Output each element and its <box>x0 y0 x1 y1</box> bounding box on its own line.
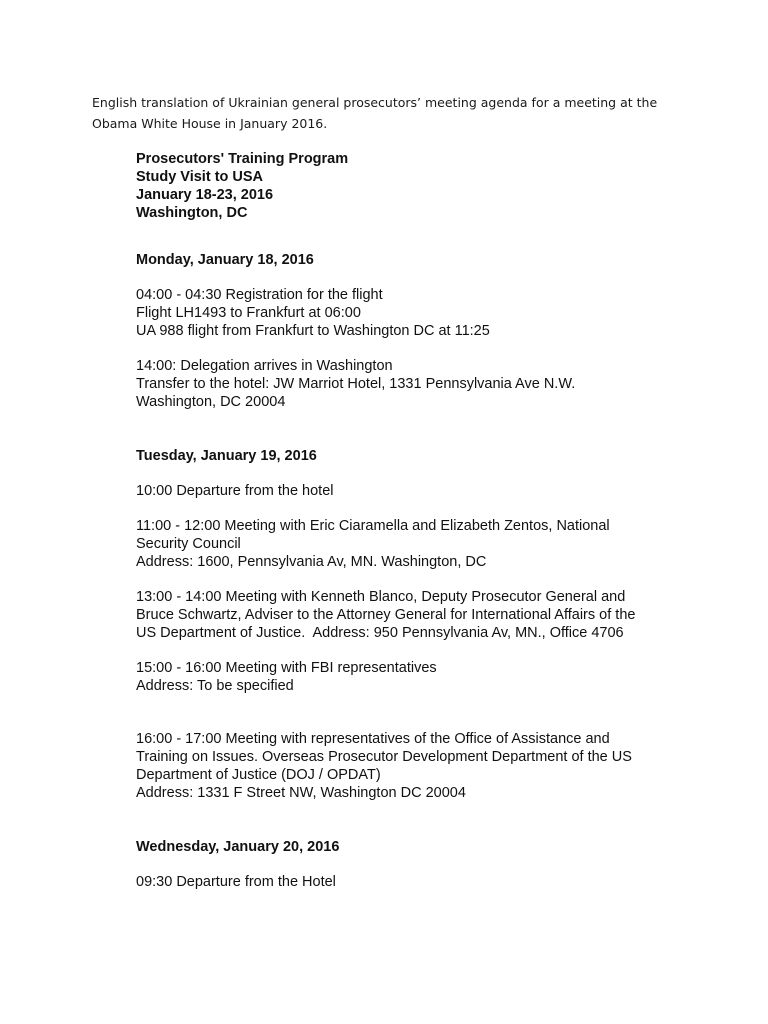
agenda-item <box>136 873 696 891</box>
visit-dates: January 18-23, 2016 <box>136 187 274 203</box>
agenda-line: 16:00 - 17:00 Meeting with representatives of the Office of Assistance and <box>136 731 610 747</box>
agenda-line: Department of Justice (DOJ / OPDAT) <box>136 767 381 783</box>
translation-note <box>92 92 692 134</box>
visit-location: Washington, DC <box>136 205 248 221</box>
agenda-line: Training on Issues. Overseas Prosecutor Development Department of the US <box>136 749 632 765</box>
day-heading: Monday, January 18, 2016 <box>136 252 314 268</box>
program-title: Prosecutors' Training Program <box>136 151 349 167</box>
agenda-line: UA 988 flight from Frankfurt to Washington DC at 11:25 <box>136 323 490 339</box>
agenda-line: 13:00 - 14:00 Meeting with Kenneth Blanco, Deputy Prosecutor General and <box>136 589 626 605</box>
agenda-line: 11:00 - 12:00 Meeting with Eric Ciaramella and Elizabeth Zentos, National <box>136 518 610 534</box>
agenda-item <box>136 482 696 500</box>
agenda-line: Transfer to the hotel: JW Marriot Hotel, 1331 Pennsylvania Ave N.W. <box>136 376 576 392</box>
agenda-line: Address: 1600, Pennsylvania Av, MN. Washington, DC <box>136 554 487 570</box>
visit-title: Study Visit to USA <box>136 169 264 185</box>
day-heading: Wednesday, January 20, 2016 <box>136 839 340 855</box>
agenda-item <box>136 659 696 695</box>
translation-note-line: Obama White House in January 2016. <box>92 116 328 131</box>
agenda-item <box>136 517 696 571</box>
agenda-line: 14:00: Delegation arrives in Washington <box>136 358 393 374</box>
program-heading <box>136 150 696 222</box>
agenda-line: 04:00 - 04:30 Registration for the flight <box>136 287 383 303</box>
agenda-line: Address: To be specified <box>136 678 294 694</box>
agenda <box>136 150 696 891</box>
day-heading: Tuesday, January 19, 2016 <box>136 448 317 464</box>
agenda-line: Washington, DC 20004 <box>136 394 286 410</box>
agenda-item <box>136 357 696 411</box>
agenda-line: Address: 1331 F Street NW, Washington DC 20004 <box>136 785 466 801</box>
agenda-line: US Department of Justice. Address: 950 Pennsylvania Av, MN., Office 4706 <box>136 625 624 641</box>
agenda-item <box>136 588 696 642</box>
agenda-item <box>136 286 696 340</box>
agenda-line: Flight LH1493 to Frankfurt at 06:00 <box>136 305 361 321</box>
translation-note-line: English translation of Ukrainian general prosecutors’ meeting agenda for a meeting at the <box>92 95 658 110</box>
agenda-line: Bruce Schwartz, Adviser to the Attorney General for International Affairs of the <box>136 607 636 623</box>
agenda-line: 09:30 Departure from the Hotel <box>136 874 336 890</box>
agenda-line: Security Council <box>136 536 241 552</box>
agenda-line: 10:00 Departure from the hotel <box>136 483 334 499</box>
agenda-line: 15:00 - 16:00 Meeting with FBI representatives <box>136 660 437 676</box>
agenda-item <box>136 730 696 802</box>
